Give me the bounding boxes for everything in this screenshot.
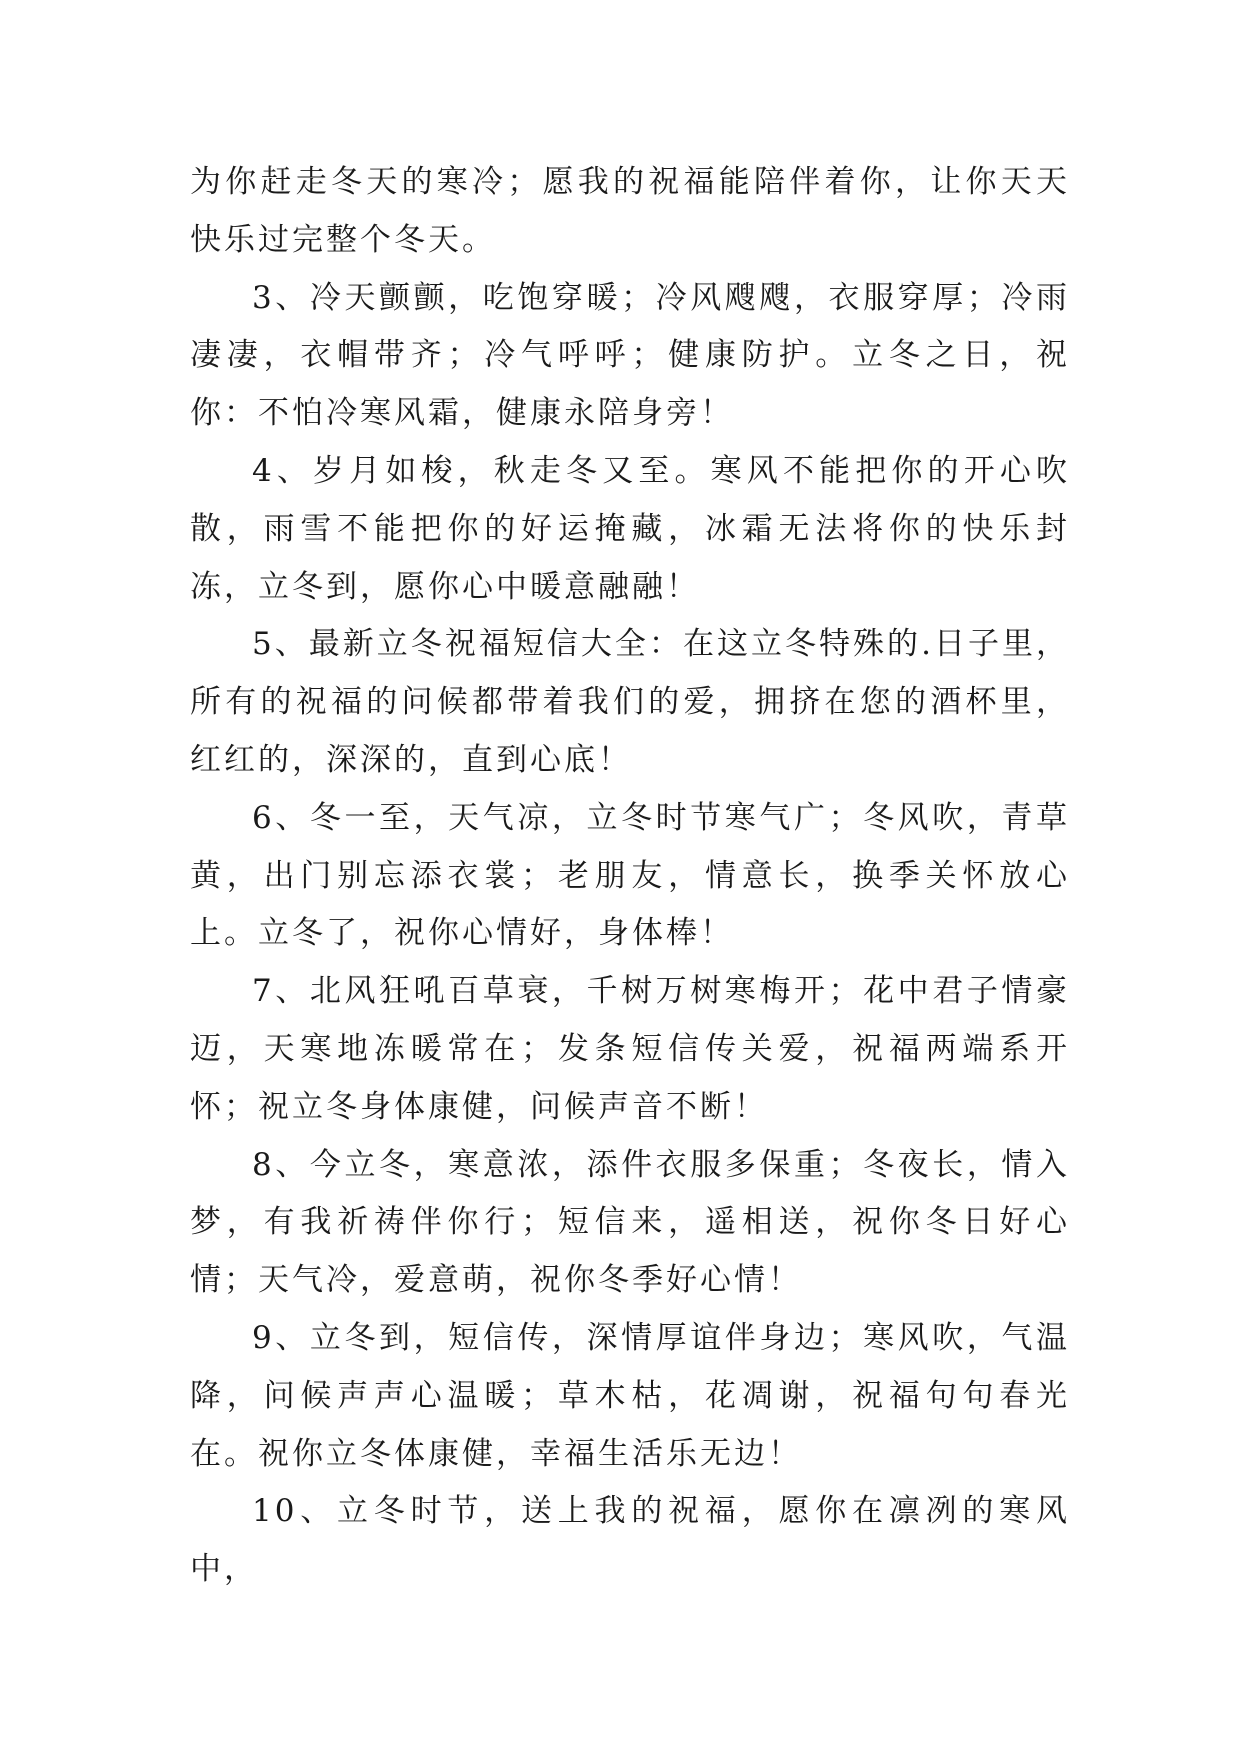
document-body bbox=[190, 154, 1070, 1599]
paragraph-item-4: 4、岁月如梭，秋走冬又至。寒风不能把你的开心吹散，雨雪不能把你的好运掩藏，冰霜无法将你的快乐封冻，立冬到，愿你心中暖意融融！ bbox=[190, 452, 1070, 605]
paragraph-item-8: 8、今立冬，寒意浓，添件衣服多保重；冬夜长，情入梦，有我祈祷伴你行；短信来，遥相送，祝你冬日好心情；天气冷，爱意萌，祝你冬季好心情！ bbox=[190, 1146, 1070, 1299]
paragraph-item-3: 3、冷天颤颤，吃饱穿暖；冷风飕飕，衣服穿厚；冷雨凄凄，衣帽带齐；冷气呼呼；健康防护。立冬之日，祝你：不怕冷寒风霜，健康永陪身旁！ bbox=[190, 279, 1070, 432]
paragraph-item-5: 5、最新立冬祝福短信大全：在这立冬特殊的.日子里，所有的祝福的问候都带着我们的爱，拥挤在您的酒杯里，红红的，深深的，直到心底！ bbox=[190, 626, 1070, 778]
paragraph-continuation: 为你赶走冬天的寒冷；愿我的祝福能陪伴着你，让你天天快乐过完整个冬天。 bbox=[190, 164, 1070, 258]
paragraph-item-10: 10、立冬时节，送上我的祝福，愿你在凛冽的寒风中， bbox=[190, 1493, 1070, 1588]
paragraph-item-6: 6、冬一至，天气凉，立冬时节寒气广；冬风吹，青草黄，出门别忘添衣裳；老朋友，情意长，换季关怀放心上。立冬了，祝你心情好，身体棒！ bbox=[190, 799, 1070, 952]
paragraph-item-9: 9、立冬到，短信传，深情厚谊伴身边；寒风吹，气温降，问候声声心温暖；草木枯，花凋谢，祝福句句春光在。祝你立冬体康健，幸福生活乐无边！ bbox=[190, 1319, 1070, 1472]
paragraph-item-7: 7、北风狂吼百草衰，千树万树寒梅开；花中君子情豪迈，天寒地冻暖常在；发条短信传关爱，祝福两端系开怀；祝立冬身体康健，问候声音不断！ bbox=[190, 973, 1070, 1125]
